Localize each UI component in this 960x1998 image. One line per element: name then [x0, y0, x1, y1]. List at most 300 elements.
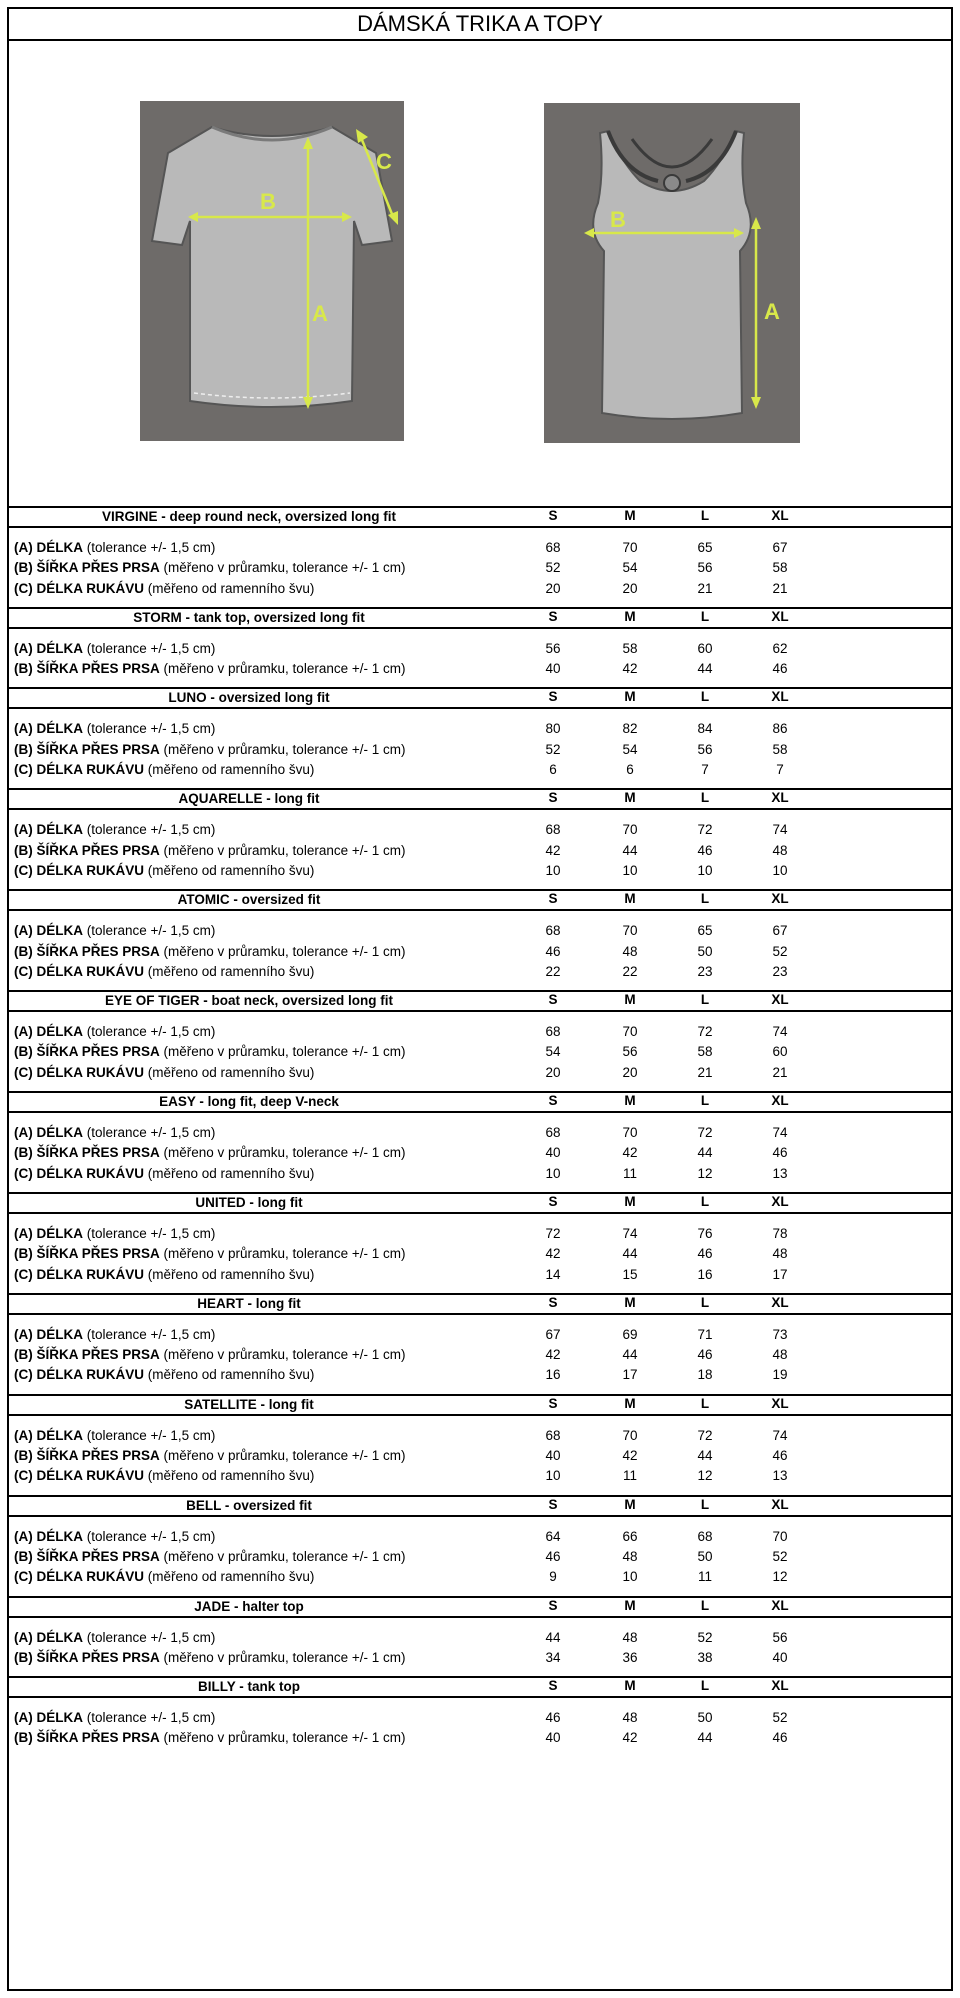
- measure-value: 56: [697, 560, 713, 576]
- measure-row: [9, 962, 951, 982]
- measure-label: [14, 579, 314, 599]
- label-c: C: [376, 149, 392, 174]
- measure-value: 80: [545, 721, 561, 737]
- measure-value: 72: [545, 1225, 561, 1241]
- measure-value: 15: [622, 1266, 638, 1282]
- measure-row: [9, 1567, 951, 1587]
- size-header: L: [700, 1193, 710, 1209]
- measure-value: 72: [697, 1427, 713, 1443]
- size-header: L: [700, 1496, 710, 1512]
- measure-row: [9, 1325, 951, 1345]
- measure-value: 42: [622, 1730, 638, 1746]
- product-section: [9, 1192, 951, 1293]
- measure-row: [9, 1527, 951, 1547]
- measure-label: [14, 841, 405, 861]
- measure-row: [9, 639, 951, 659]
- measure-value: 46: [697, 1347, 713, 1363]
- size-header: L: [700, 508, 710, 523]
- size-header: M: [624, 1597, 636, 1613]
- measure-value: 40: [545, 661, 561, 677]
- size-header: XL: [771, 1678, 789, 1694]
- measure-value: 44: [697, 1448, 713, 1464]
- measure-row: [9, 579, 951, 599]
- measure-value: 70: [622, 822, 638, 838]
- measure-value: 6: [626, 762, 634, 778]
- measure-value: 10: [545, 862, 561, 878]
- measure-name: (A) DÉLKA: [14, 640, 83, 656]
- measure-name: (A) DÉLKA: [14, 1225, 83, 1241]
- size-header: L: [700, 891, 710, 907]
- size-header: XL: [771, 508, 789, 523]
- product-header: [9, 1293, 951, 1315]
- measure-value: 62: [772, 640, 788, 656]
- product-section: [9, 1091, 951, 1192]
- product-name: AQUARELLE - long fit: [178, 791, 320, 807]
- size-header: XL: [771, 891, 789, 907]
- measure-value: 34: [545, 1649, 561, 1665]
- measure-value: 67: [772, 540, 788, 555]
- measure-label: [14, 1123, 215, 1143]
- measure-value: 52: [545, 560, 561, 576]
- measure-value: 11: [622, 1165, 637, 1181]
- measure-row: [9, 861, 951, 881]
- measure-value: 17: [622, 1367, 638, 1383]
- measure-value: 48: [622, 943, 638, 959]
- measure-value: 58: [622, 640, 638, 656]
- measure-label: [14, 1466, 314, 1486]
- label-a: A: [312, 301, 328, 326]
- measure-note: (měřeno v průramku, tolerance +/- 1 cm): [159, 1730, 406, 1746]
- measure-value: 6: [549, 762, 557, 778]
- measure-value: 21: [772, 1064, 788, 1080]
- measure-value: 9: [549, 1569, 557, 1585]
- size-header: M: [624, 608, 636, 624]
- measure-value: 20: [545, 1064, 561, 1080]
- measure-value: 46: [772, 1145, 788, 1161]
- measure-value: 74: [622, 1225, 638, 1241]
- measure-row: [9, 1022, 951, 1042]
- product-header: [9, 788, 951, 810]
- measure-value: 44: [697, 1730, 713, 1746]
- measure-value: 74: [772, 1427, 788, 1443]
- measure-row: [9, 719, 951, 739]
- measure-value: 16: [545, 1367, 561, 1383]
- measure-label: [14, 639, 215, 659]
- measure-value: 20: [545, 580, 561, 596]
- measure-name: (B) ŠÍŘKA PŘES PRSA: [14, 1448, 160, 1464]
- size-header: XL: [771, 992, 789, 1008]
- measure-label: [14, 1224, 215, 1244]
- size-header: XL: [771, 1193, 789, 1209]
- label-b: B: [260, 189, 276, 214]
- measure-value: 76: [697, 1225, 713, 1241]
- product-section: [9, 1676, 951, 1757]
- measure-row: [9, 1042, 951, 1062]
- measure-value: 70: [622, 1427, 638, 1443]
- measure-value: 40: [545, 1730, 561, 1746]
- measure-value: 38: [697, 1649, 713, 1665]
- measure-label: [14, 1063, 314, 1083]
- measure-name: (A) DÉLKA: [14, 1528, 83, 1544]
- measure-value: 42: [622, 1448, 638, 1464]
- measure-value: 10: [697, 862, 713, 878]
- measure-label: [14, 740, 405, 760]
- measure-value: 60: [772, 1044, 788, 1060]
- measure-value: 56: [697, 741, 713, 757]
- measure-value: 52: [697, 1629, 713, 1645]
- product-header: [9, 1676, 951, 1698]
- measure-row: [9, 760, 951, 780]
- measure-value: 46: [772, 661, 788, 677]
- size-header: S: [548, 1597, 558, 1613]
- product-header: [9, 889, 951, 911]
- measure-name: (C) DÉLKA RUKÁVU: [14, 1367, 144, 1383]
- measure-value: 48: [622, 1710, 638, 1726]
- product-section: [9, 1495, 951, 1596]
- product-name: ATOMIC - oversized fit: [177, 892, 321, 908]
- measure-value: 54: [545, 1044, 561, 1060]
- size-header: S: [548, 1496, 558, 1512]
- size-header: M: [624, 508, 636, 523]
- measure-label: [14, 1325, 215, 1345]
- measure-value: 18: [697, 1367, 713, 1383]
- measure-value: 44: [545, 1629, 561, 1645]
- measure-label: [14, 921, 215, 941]
- measure-name: (C) DÉLKA RUKÁVU: [14, 580, 144, 596]
- measure-label: [14, 1244, 405, 1264]
- measure-label: [14, 1426, 215, 1446]
- measure-value: 73: [772, 1326, 788, 1342]
- measure-row: [9, 1466, 951, 1486]
- measure-label: [14, 1164, 314, 1184]
- product-name: EASY - long fit, deep V-neck: [159, 1094, 339, 1110]
- garment-diagrams: [9, 41, 951, 506]
- measure-value: 65: [697, 923, 713, 939]
- measure-value: 44: [622, 1347, 638, 1363]
- size-header: M: [624, 1193, 636, 1209]
- measure-note: (tolerance +/- 1,5 cm): [83, 1225, 216, 1241]
- measure-value: 68: [545, 1125, 561, 1141]
- measure-label: [14, 962, 314, 982]
- measure-value: 70: [772, 1528, 788, 1544]
- measure-note: (tolerance +/- 1,5 cm): [83, 1326, 216, 1342]
- measure-row: [9, 538, 951, 558]
- measure-name: (A) DÉLKA: [14, 1427, 83, 1443]
- measure-value: 68: [545, 923, 561, 939]
- measure-value: 42: [622, 661, 638, 677]
- measure-label: [14, 1628, 215, 1648]
- measure-note: (měřeno v průramku, tolerance +/- 1 cm): [159, 560, 406, 576]
- measure-value: 46: [772, 1448, 788, 1464]
- measure-name: (C) DÉLKA RUKÁVU: [14, 762, 144, 778]
- measure-row: [9, 1164, 951, 1184]
- tshirt-diagram: [140, 101, 404, 441]
- product-name: HEART - long fit: [197, 1295, 301, 1311]
- product-name: UNITED - long fit: [195, 1194, 303, 1210]
- measure-value: 65: [697, 540, 713, 555]
- measure-name: (B) ŠÍŘKA PŘES PRSA: [14, 842, 160, 858]
- measure-label: [14, 1365, 314, 1385]
- measure-value: 42: [545, 1347, 561, 1363]
- size-header: S: [548, 1193, 558, 1209]
- measure-value: 42: [622, 1145, 638, 1161]
- measure-value: 12: [772, 1569, 788, 1585]
- measure-value: 12: [697, 1165, 713, 1181]
- product-header: [9, 687, 951, 709]
- product-name: BELL - oversized fit: [186, 1497, 312, 1513]
- measure-row: [9, 1224, 951, 1244]
- measure-row: [9, 1123, 951, 1143]
- product-header: [9, 990, 951, 1012]
- product-name: LUNO - oversized long fit: [168, 690, 330, 706]
- measure-value: 20: [622, 580, 638, 596]
- size-chart: [7, 7, 953, 1991]
- measure-name: (B) ŠÍŘKA PŘES PRSA: [14, 661, 160, 677]
- measure-note: (tolerance +/- 1,5 cm): [83, 1427, 216, 1443]
- page-title: DÁMSKÁ TRIKA A TOPY: [9, 9, 951, 41]
- measure-label: [14, 558, 405, 578]
- measure-note: (měřeno od ramenního švu): [144, 580, 315, 596]
- measure-name: (B) ŠÍŘKA PŘES PRSA: [14, 1145, 160, 1161]
- measure-label: [14, 1143, 405, 1163]
- size-header: S: [548, 790, 558, 806]
- measure-value: 17: [772, 1266, 788, 1282]
- measure-value: 16: [697, 1266, 713, 1282]
- measure-label: [14, 538, 215, 558]
- size-header: XL: [771, 1093, 789, 1109]
- measure-name: (B) ŠÍŘKA PŘES PRSA: [14, 1730, 160, 1746]
- measure-note: (tolerance +/- 1,5 cm): [83, 923, 216, 939]
- measure-label: [14, 1265, 314, 1285]
- measure-value: 72: [697, 1125, 713, 1141]
- measure-name: (A) DÉLKA: [14, 540, 83, 555]
- size-header: S: [548, 992, 558, 1008]
- measure-value: 74: [772, 1024, 788, 1040]
- measure-note: (měřeno od ramenního švu): [144, 1165, 315, 1181]
- size-header: L: [700, 790, 710, 806]
- measure-value: 10: [622, 862, 638, 878]
- measure-row: [9, 1728, 951, 1748]
- measure-value: 46: [545, 1548, 561, 1564]
- product-section: [9, 506, 951, 607]
- measure-row: [9, 558, 951, 578]
- measure-value: 48: [772, 842, 788, 858]
- measure-name: (A) DÉLKA: [14, 1710, 83, 1726]
- measure-name: (C) DÉLKA RUKÁVU: [14, 1266, 144, 1282]
- measure-label: [14, 1022, 215, 1042]
- measure-value: 36: [622, 1649, 638, 1665]
- measure-note: (tolerance +/- 1,5 cm): [83, 822, 216, 838]
- size-header: L: [700, 1678, 710, 1694]
- measure-note: (tolerance +/- 1,5 cm): [83, 1024, 216, 1040]
- measure-note: (měřeno v průramku, tolerance +/- 1 cm): [159, 1246, 406, 1262]
- measure-value: 56: [545, 640, 561, 656]
- measure-value: 46: [545, 1710, 561, 1726]
- size-header: S: [548, 1093, 558, 1109]
- measure-note: (tolerance +/- 1,5 cm): [83, 721, 216, 737]
- measure-value: 44: [622, 842, 638, 858]
- measure-value: 52: [545, 741, 561, 757]
- measure-note: (měřeno v průramku, tolerance +/- 1 cm): [159, 1649, 406, 1665]
- measure-value: 70: [622, 1024, 638, 1040]
- measure-row: [9, 820, 951, 840]
- measure-value: 22: [622, 963, 638, 979]
- size-header: M: [624, 689, 636, 705]
- product-header: [9, 607, 951, 629]
- size-header: L: [700, 608, 710, 624]
- measure-name: (A) DÉLKA: [14, 1629, 83, 1645]
- measure-value: 40: [545, 1145, 561, 1161]
- measure-label: [14, 1446, 405, 1466]
- measure-value: 11: [622, 1468, 637, 1484]
- measure-value: 52: [772, 943, 788, 959]
- measure-value: 56: [622, 1044, 638, 1060]
- size-header: L: [700, 1093, 710, 1109]
- measure-row: [9, 1628, 951, 1648]
- measure-note: (měřeno od ramenního švu): [144, 1064, 315, 1080]
- measure-value: 23: [697, 963, 713, 979]
- measure-value: 60: [697, 640, 713, 656]
- product-section: [9, 687, 951, 788]
- measure-value: 46: [697, 1246, 713, 1262]
- measure-value: 68: [545, 822, 561, 838]
- measure-note: (měřeno od ramenního švu): [144, 1468, 315, 1484]
- size-header: M: [624, 992, 636, 1008]
- measure-name: (B) ŠÍŘKA PŘES PRSA: [14, 560, 160, 576]
- size-header: M: [624, 1395, 636, 1411]
- measure-label: [14, 1547, 405, 1567]
- measure-note: (měřeno od ramenního švu): [144, 862, 315, 878]
- measure-value: 42: [545, 842, 561, 858]
- measure-value: 44: [697, 661, 713, 677]
- measure-value: 74: [772, 822, 788, 838]
- measure-value: 48: [772, 1246, 788, 1262]
- measure-name: (B) ŠÍŘKA PŘES PRSA: [14, 1246, 160, 1262]
- measure-note: (tolerance +/- 1,5 cm): [83, 640, 216, 656]
- measure-value: 7: [701, 762, 709, 778]
- measure-value: 40: [772, 1649, 788, 1665]
- measure-value: 48: [772, 1347, 788, 1363]
- measure-name: (A) DÉLKA: [14, 1326, 83, 1342]
- product-header: [9, 506, 951, 528]
- measure-value: 48: [622, 1548, 638, 1564]
- measure-label: [14, 820, 215, 840]
- measure-note: (tolerance +/- 1,5 cm): [83, 1528, 216, 1544]
- measure-value: 70: [622, 1125, 638, 1141]
- product-section: [9, 1293, 951, 1394]
- size-header: M: [624, 1496, 636, 1512]
- measure-row: [9, 1426, 951, 1446]
- measure-label: [14, 1708, 215, 1728]
- measure-name: (A) DÉLKA: [14, 1024, 83, 1040]
- measure-note: (měřeno od ramenního švu): [144, 1367, 315, 1383]
- measure-value: 52: [772, 1548, 788, 1564]
- measure-row: [9, 1143, 951, 1163]
- measure-name: (B) ŠÍŘKA PŘES PRSA: [14, 1044, 160, 1060]
- size-header: XL: [771, 790, 789, 806]
- measure-value: 46: [772, 1730, 788, 1746]
- size-header: L: [700, 689, 710, 705]
- measure-value: 67: [545, 1326, 561, 1342]
- size-header: M: [624, 1678, 636, 1694]
- size-header: S: [548, 508, 558, 523]
- size-header: XL: [771, 689, 789, 705]
- measure-value: 86: [772, 721, 788, 737]
- measure-label: [14, 659, 405, 679]
- measure-label: [14, 1648, 405, 1668]
- size-header: L: [700, 1395, 710, 1411]
- measure-label: [14, 1042, 405, 1062]
- measure-value: 46: [697, 842, 713, 858]
- label-a: A: [764, 299, 780, 324]
- measure-value: 70: [622, 540, 638, 555]
- measure-note: (tolerance +/- 1,5 cm): [83, 1125, 216, 1141]
- measure-row: [9, 659, 951, 679]
- measure-row: [9, 1648, 951, 1668]
- product-header: [9, 1192, 951, 1214]
- size-header: S: [548, 689, 558, 705]
- measure-value: 68: [697, 1528, 713, 1544]
- measure-value: 71: [697, 1326, 713, 1342]
- size-header: M: [624, 1294, 636, 1310]
- measure-value: 10: [772, 862, 788, 878]
- measure-note: (měřeno v průramku, tolerance +/- 1 cm): [159, 943, 406, 959]
- product-name: VIRGINE - deep round neck, oversized long fit: [101, 509, 397, 524]
- measure-row: [9, 1446, 951, 1466]
- size-header: S: [548, 608, 558, 624]
- measure-note: (měřeno v průramku, tolerance +/- 1 cm): [159, 1548, 406, 1564]
- measure-value: 7: [776, 762, 784, 778]
- measure-value: 58: [772, 741, 788, 757]
- measure-name: (C) DÉLKA RUKÁVU: [14, 1064, 144, 1080]
- measure-value: 13: [772, 1468, 788, 1484]
- product-section: [9, 607, 951, 688]
- measure-value: 40: [545, 1448, 561, 1464]
- measure-value: 10: [622, 1569, 638, 1585]
- measure-row: [9, 1063, 951, 1083]
- measure-row: [9, 1244, 951, 1264]
- measure-value: 68: [545, 1427, 561, 1443]
- measure-label: [14, 942, 405, 962]
- label-b: B: [610, 207, 626, 232]
- measure-name: (A) DÉLKA: [14, 1125, 83, 1141]
- measure-row: [9, 841, 951, 861]
- measure-row: [9, 1547, 951, 1567]
- measure-value: 46: [545, 943, 561, 959]
- measure-value: 67: [772, 923, 788, 939]
- measure-note: (tolerance +/- 1,5 cm): [83, 1629, 216, 1645]
- measure-note: (měřeno v průramku, tolerance +/- 1 cm): [159, 661, 406, 677]
- measure-value: 23: [772, 963, 788, 979]
- product-header: [9, 1091, 951, 1113]
- measure-name: (B) ŠÍŘKA PŘES PRSA: [14, 1548, 160, 1564]
- measure-label: [14, 1527, 215, 1547]
- measure-note: (měřeno od ramenního švu): [144, 762, 315, 778]
- measure-label: [14, 1567, 314, 1587]
- size-header: M: [624, 790, 636, 806]
- measure-label: [14, 719, 215, 739]
- measure-row: [9, 1365, 951, 1385]
- measure-value: 50: [697, 1710, 713, 1726]
- measure-note: (tolerance +/- 1,5 cm): [83, 540, 216, 555]
- measure-note: (měřeno v průramku, tolerance +/- 1 cm): [159, 1145, 406, 1161]
- size-header: S: [548, 1294, 558, 1310]
- size-header: XL: [771, 1395, 789, 1411]
- measure-row: [9, 921, 951, 941]
- measure-name: (C) DÉLKA RUKÁVU: [14, 862, 144, 878]
- size-header: XL: [771, 1294, 789, 1310]
- measure-value: 82: [622, 721, 638, 737]
